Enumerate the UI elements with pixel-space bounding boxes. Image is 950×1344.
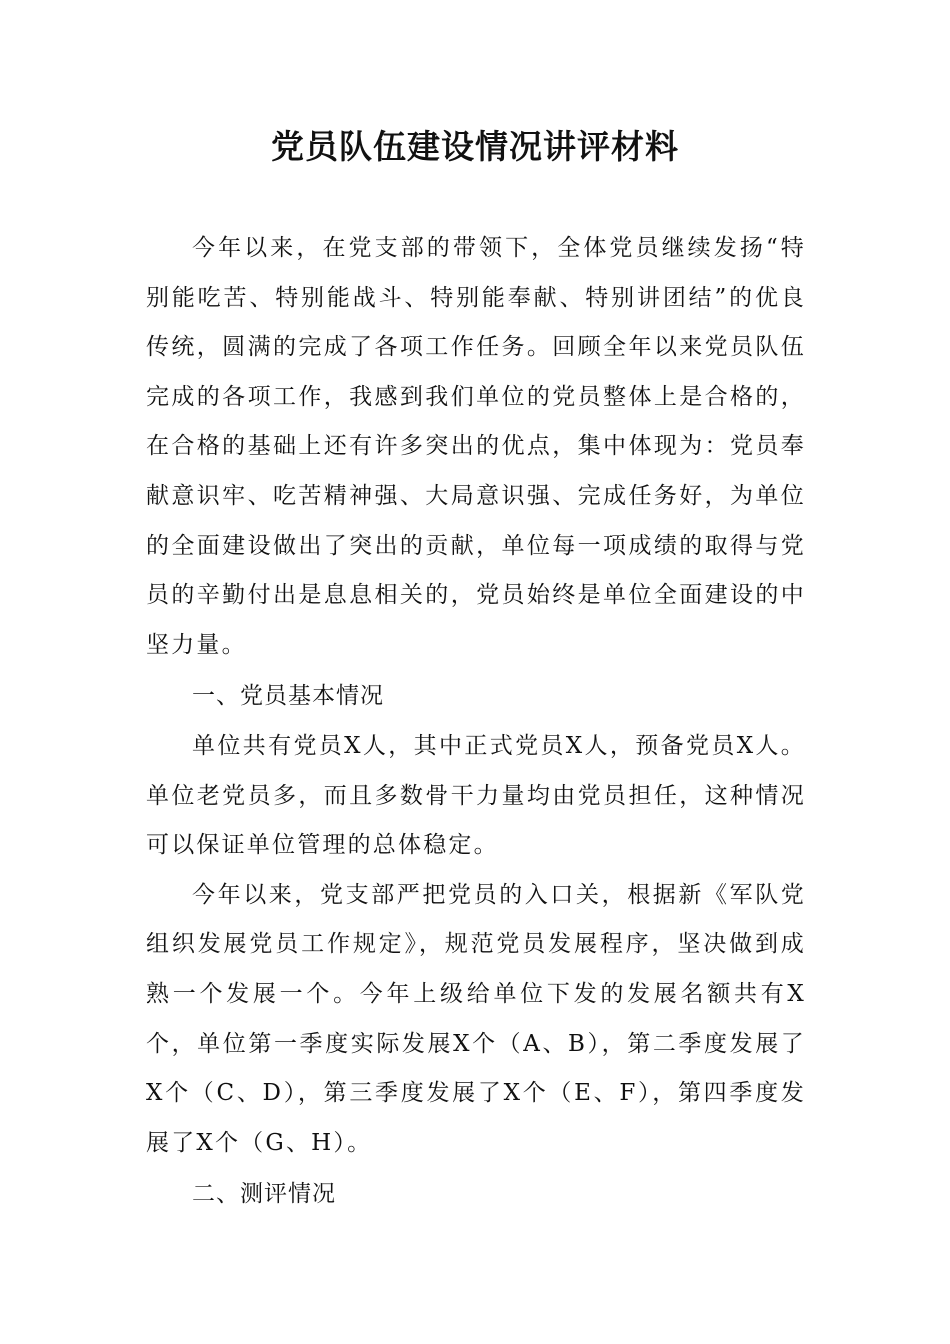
intro-paragraph: 今年以来，在党支部的带领下，全体党员继续发扬“特别能吃苦、特别能战斗、特别能奉献、特别讲团结”的优良传统，圆满的完成了各项工作任务。回顾全年以来党员队伍完成的各项工作，我感到我们单位的党员整体上是合格的，在合格的基础上还有许多突出的优点，集中体现为：党员奉献意识牢、吃苦精神强、大局意识强、完成任务好，为单位的全面建设做出了突出的贡献，单位每一项成绩的取得与党员的辛勤付出是息息相关的，党员始终是单位全面建设的中坚力量。 xyxy=(146,235,806,658)
basic-info-paragraph: 单位共有党员X人，其中正式党员X人，预备党员X人。单位老党员多，而且多数骨干力量均由党员担任，这种情况可以保证单位管理的总体稳定。 xyxy=(146,732,806,859)
section-heading-evaluation: 二、测评情况 xyxy=(192,1181,336,1208)
development-paragraph: 今年以来，党支部严把党员的入口关，根据新《军队党组织发展党员工作规定》，规范党员发展程序，坚决做到成熟一个发展一个。今年上级给单位下发的发展名额共有X个，单位第一季度实际发展X个（A、B），第二季度发展了X个（C、D），第三季度发展了X个（E、F），第四季度发展了X个（G、H）。 xyxy=(146,881,806,1156)
document-title: 党员队伍建设情况讲评材料 xyxy=(271,127,679,166)
section-heading-basic-info: 一、党员基本情况 xyxy=(192,683,384,710)
document-body xyxy=(146,224,806,1220)
